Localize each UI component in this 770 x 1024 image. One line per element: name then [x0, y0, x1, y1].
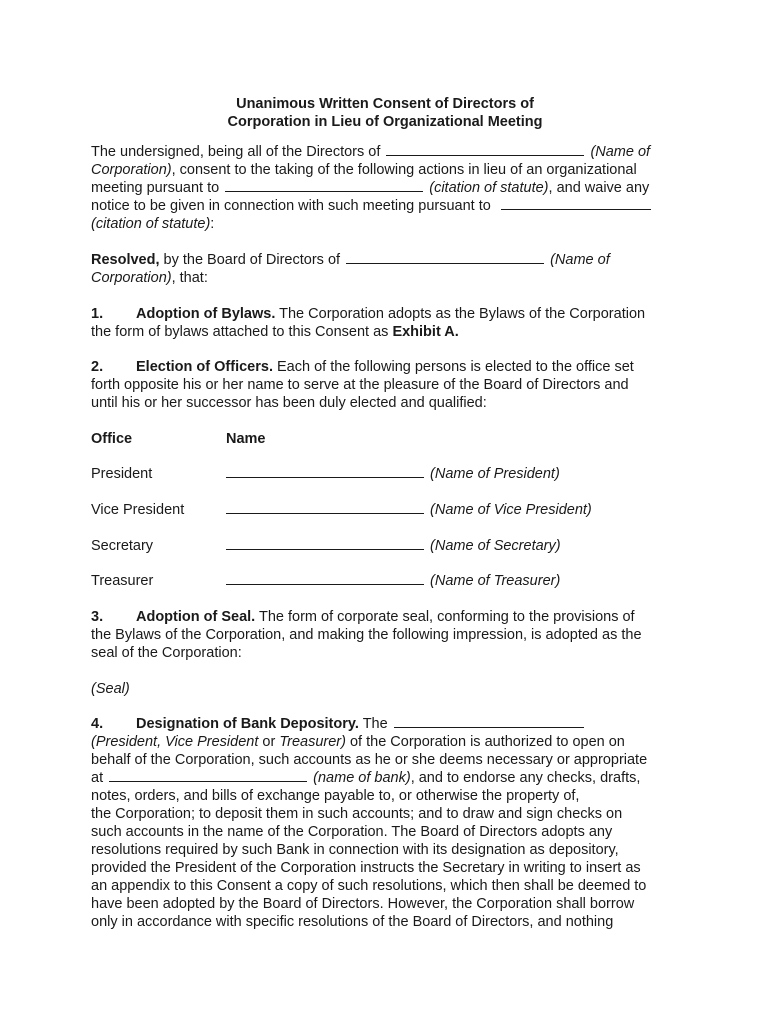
section-2-line-3: until his or her successor has been duly elected and qualified: — [91, 395, 487, 411]
section-1-line-1 — [91, 305, 645, 323]
section-3-line-2: the Bylaws of the Corporation, and making the following impression, is adopted as the — [91, 627, 642, 643]
intro-line-4 — [91, 197, 653, 215]
officer-row-vice-president — [226, 501, 592, 519]
bank-name-blank — [109, 769, 307, 782]
officer-title-vice-president: Vice President — [91, 502, 185, 518]
officer-row-treasurer — [226, 572, 560, 590]
section-3-number: 3. — [91, 609, 104, 625]
intro-text: The undersigned, being all of the Directors of — [91, 144, 381, 160]
section-3-heading: Adoption of Seal. — [136, 609, 256, 625]
officer-designation-blank — [394, 715, 584, 728]
officer-designation-placeholder: (President, Vice President — [91, 734, 259, 750]
corporation-name-placeholder: (Name of — [590, 144, 651, 160]
resolved-corporation-placeholder: (Name of — [550, 252, 610, 268]
statute-citation-blank-1 — [225, 179, 423, 192]
president-name-blank — [226, 465, 424, 478]
officer-title-treasurer: Treasurer — [91, 573, 154, 589]
section-4-text: at — [91, 770, 104, 786]
resolved-line-2 — [91, 269, 208, 287]
section-3-line-1 — [91, 608, 635, 626]
section-4-line-1 — [91, 715, 586, 733]
vice-president-name-placeholder: (Name of Vice President) — [430, 502, 592, 518]
resolved-line-1 — [91, 251, 610, 269]
intro-line-5 — [91, 215, 214, 233]
officer-row-secretary — [226, 537, 561, 555]
section-2-heading: Election of Officers. — [136, 359, 273, 375]
exhibit-a-reference: Exhibit A. — [392, 324, 459, 340]
section-4-line-7: such accounts in the name of the Corporation. The Board of Directors adopts any — [91, 824, 613, 840]
resolved-corporation-placeholder-cont: Corporation) — [91, 270, 172, 286]
intro-line-1 — [91, 143, 650, 161]
section-2-number: 2. — [91, 359, 104, 375]
resolved-text: by the Board of Directors of — [163, 252, 341, 268]
section-1-heading: Adoption of Bylaws. — [136, 306, 276, 322]
statute-citation-placeholder-2: (citation of statute) — [91, 216, 211, 232]
officer-designation-placeholder-cont: Treasurer) — [279, 734, 346, 750]
corporation-name-blank — [386, 143, 584, 156]
document-title-line-1: Unanimous Written Consent of Directors of — [236, 96, 534, 112]
section-3-line-3: seal of the Corporation: — [91, 645, 242, 661]
section-4-line-9: provided the President of the Corporation instructs the Secretary in writing to insert as — [91, 860, 641, 876]
section-4-text: or — [262, 734, 276, 750]
intro-text: , and waive any — [548, 180, 650, 196]
name-column-header: Name — [226, 431, 266, 447]
intro-line-2 — [91, 161, 637, 179]
statute-citation-blank-2 — [501, 197, 651, 210]
section-4-text: The — [362, 716, 388, 732]
section-1-line-2 — [91, 323, 459, 341]
bank-name-placeholder: (name of bank) — [313, 770, 411, 786]
section-4-line-12: only in accordance with specific resolutions of the Board of Directors, and nothing — [91, 914, 614, 930]
section-1-text: the form of bylaws attached to this Consent as — [91, 324, 389, 340]
president-name-placeholder: (Name of President) — [430, 466, 560, 482]
officer-title-secretary: Secretary — [91, 538, 154, 554]
secretary-name-blank — [226, 537, 424, 550]
section-4-text: of the Corporation is authorized to open on — [349, 734, 625, 750]
intro-text: meeting pursuant to — [91, 180, 220, 196]
section-2-text: Each of the following persons is elected to the office set — [277, 359, 634, 375]
corporation-placeholder-cont: Corporation) — [91, 162, 172, 178]
section-1-text: The Corporation adopts as the Bylaws of the Corporation — [279, 306, 646, 322]
document-title-line-2: Corporation in Lieu of Organizational Meeting — [227, 114, 543, 130]
section-4-heading: Designation of Bank Depository. — [136, 716, 359, 732]
intro-text: notice to be given in connection with such meeting pursuant to — [91, 198, 491, 214]
secretary-name-placeholder: (Name of Secretary) — [430, 538, 561, 554]
section-4-number: 4. — [91, 716, 104, 732]
officer-row-president — [226, 465, 560, 483]
section-4-line-5: notes, orders, and bills of exchange payable to, or otherwise the property of, — [91, 788, 580, 804]
section-4-line-2 — [91, 733, 625, 751]
section-4-line-6: the Corporation; to deposit them in such accounts; and to draw and sign checks on — [91, 806, 623, 822]
vice-president-name-blank — [226, 501, 424, 514]
section-1-number: 1. — [91, 306, 104, 322]
section-4-line-3: behalf of the Corporation, such accounts as he or she deems necessary or appropriate — [91, 752, 648, 768]
intro-line-3 — [91, 179, 649, 197]
section-3-text: The form of corporate seal, conforming to the provisions of — [259, 609, 635, 625]
section-4-line-11: have been adopted by the Board of Directors. However, the Corporation shall borrow — [91, 896, 635, 912]
treasurer-name-placeholder: (Name of Treasurer) — [430, 573, 561, 589]
intro-text: : — [210, 216, 215, 232]
seal-placeholder: (Seal) — [91, 681, 130, 697]
section-4-line-8: resolutions required by such Bank in connection with its designation as depository, — [91, 842, 619, 858]
resolved-text: , that: — [171, 270, 208, 286]
resolved-corporation-blank — [346, 251, 544, 264]
intro-text: , consent to the taking of the following actions in lieu of an organizational — [171, 162, 637, 178]
section-2-line-1 — [91, 358, 634, 376]
resolved-label: Resolved, — [91, 252, 160, 268]
officer-title-president: President — [91, 466, 153, 482]
section-4-line-4 — [91, 769, 640, 787]
office-column-header: Office — [91, 431, 133, 447]
section-2-line-2: forth opposite his or her name to serve at the pleasure of the Board of Directors and — [91, 377, 629, 393]
treasurer-name-blank — [226, 572, 424, 585]
section-4-text: , and to endorse any checks, drafts, — [410, 770, 641, 786]
section-4-line-10: an appendix to this Consent a copy of such resolutions, which then shall be deemed to — [91, 878, 647, 894]
statute-citation-placeholder-1: (citation of statute) — [429, 180, 549, 196]
